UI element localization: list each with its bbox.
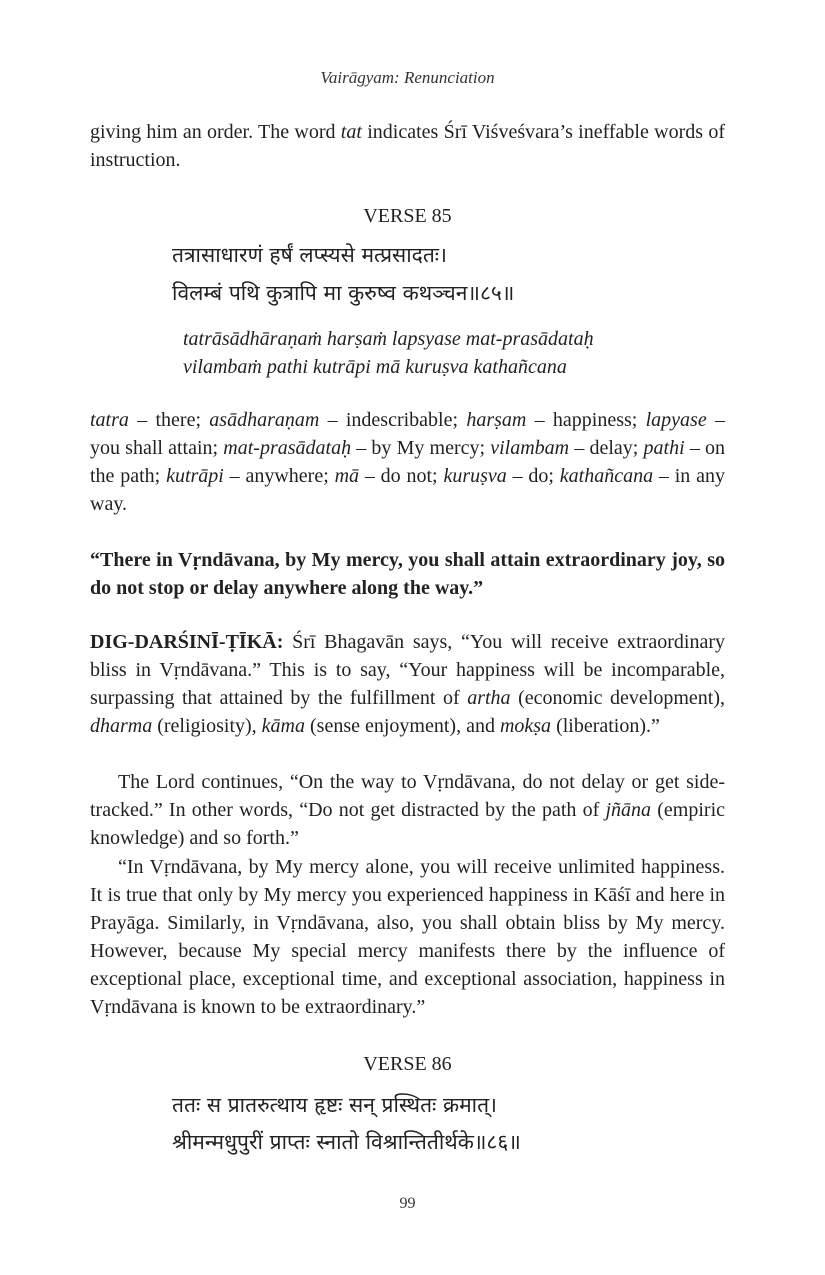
wm-meaning: – do; [506,465,560,487]
verse-85-transliteration-line-1: tatrāsādhāraṇaṁ harṣaṁ lapsyase mat-prasādataḥ [183,328,594,350]
commentary-text: The Lord continues, “On the way to Vṛndāvana, do not delay or get side-tracked.” In other words, “Do not get distracted by the path of [90,771,725,821]
term-jnana: jñāna [605,799,652,821]
verse-85-translation: “There in Vṛndāvana, by My mercy, you shall attain extraordinary joy, so do not stop or delay anywhere along the way.” [90,549,725,599]
verse-86-heading: VERSE 86 [363,1053,452,1075]
wm-meaning: – you shall attain; [90,409,725,459]
wm-meaning: – indescribable; [319,409,467,431]
wm-word: kutrāpi [166,465,224,487]
wm-meaning: – in any way. [90,465,725,515]
wm-meaning: – do not; [359,465,444,487]
intro-text-1: giving him an order. The word [90,121,341,143]
commentary-paragraph-1 [90,628,725,740]
term-dharma: dharma [90,715,153,737]
wm-meaning: – delay; [569,437,644,459]
wm-word: mā [334,465,360,487]
commentary-text: (economic development), [510,687,725,709]
wm-word: tatra [90,409,129,431]
commentary-text: (religiosity), [152,715,262,737]
commentary-paragraph-2 [90,768,725,852]
term-kama: kāma [261,715,305,737]
verse-86-sanskrit-line-1: ततः स प्रातरुत्थाय हृष्टः सन् प्रस्थितः क्रमात्। [172,1093,498,1117]
wm-meaning: – there; [128,409,210,431]
word-meanings [90,406,725,518]
term-moksa: mokṣa [499,715,552,737]
wm-word: kuruṣva [443,465,507,487]
wm-meaning: – happiness; [526,409,646,431]
running-head: Vairāgyam: Renunciation [320,68,495,87]
intro-tat-word: tat [340,121,362,143]
wm-word: asādharaṇam [209,409,320,431]
verse-85-transliteration-line-2: vilambaṁ pathi kutrāpi mā kuruṣva kathañcana [183,356,567,378]
term-artha: artha [467,687,511,709]
verse-85-sanskrit-line-2: विलम्बं पथि कुत्रापि मा कुरुष्व कथञ्चन॥८५॥ [172,281,515,305]
commentary-text: (liberation).” [551,715,660,737]
intro-paragraph [90,118,725,174]
page-number: 99 [399,1195,416,1212]
wm-meaning: – by My mercy; [351,437,491,459]
verse-85-sanskrit-line-1: तत्रासाधारणं हर्षं लप्स्यसे मत्प्रसादतः। [172,243,448,267]
commentary-text: Śrī Bhagavān says, “You will receive extraordinary bliss in Vṛndāvana.” This is to say, “Your happiness will be incomparable, surpassing that attained by the fulfillment of [90,631,725,709]
verse-86-sanskrit-line-2: श्रीमन्मधुपुरीं प्राप्तः स्नातो विश्रान्तितीर्थके॥८६॥ [172,1130,521,1154]
wm-word: harṣam [466,409,527,431]
wm-word: pathi [643,437,685,459]
commentary-paragraph-3: “In Vṛndāvana, by My mercy alone, you will receive unlimited happiness. It is true that only by My mercy you experienced happiness in Kāśī and here in Prayāga. Similarly, in Vṛndāvana, also, you shall obtain bliss by My mercy. However, because My special mercy manifests there by the influence of exceptional place, exceptional time, and exceptional association, happiness in Vṛndāvana is known to be extraordinary.” [90,856,725,1018]
wm-word: mat-prasādataḥ [223,437,352,459]
wm-meaning: – anywhere; [223,465,335,487]
intro-text-2: indicates Śrī Viśveśvara’s ineffable words of instruction. [90,121,725,171]
wm-word: vilambam [490,437,570,459]
wm-word: kathañcana [559,465,654,487]
commentary-text: (sense enjoyment), and [305,715,500,737]
commentary-text: (empiric knowledge) and so forth.” [90,799,726,849]
wm-word: lapyase [645,409,707,431]
verse-85-heading: VERSE 85 [363,205,452,227]
commentary-label: DIG-DARŚINĪ-ṬĪKĀ: [90,631,284,653]
wm-meaning: – on the path; [90,437,725,487]
